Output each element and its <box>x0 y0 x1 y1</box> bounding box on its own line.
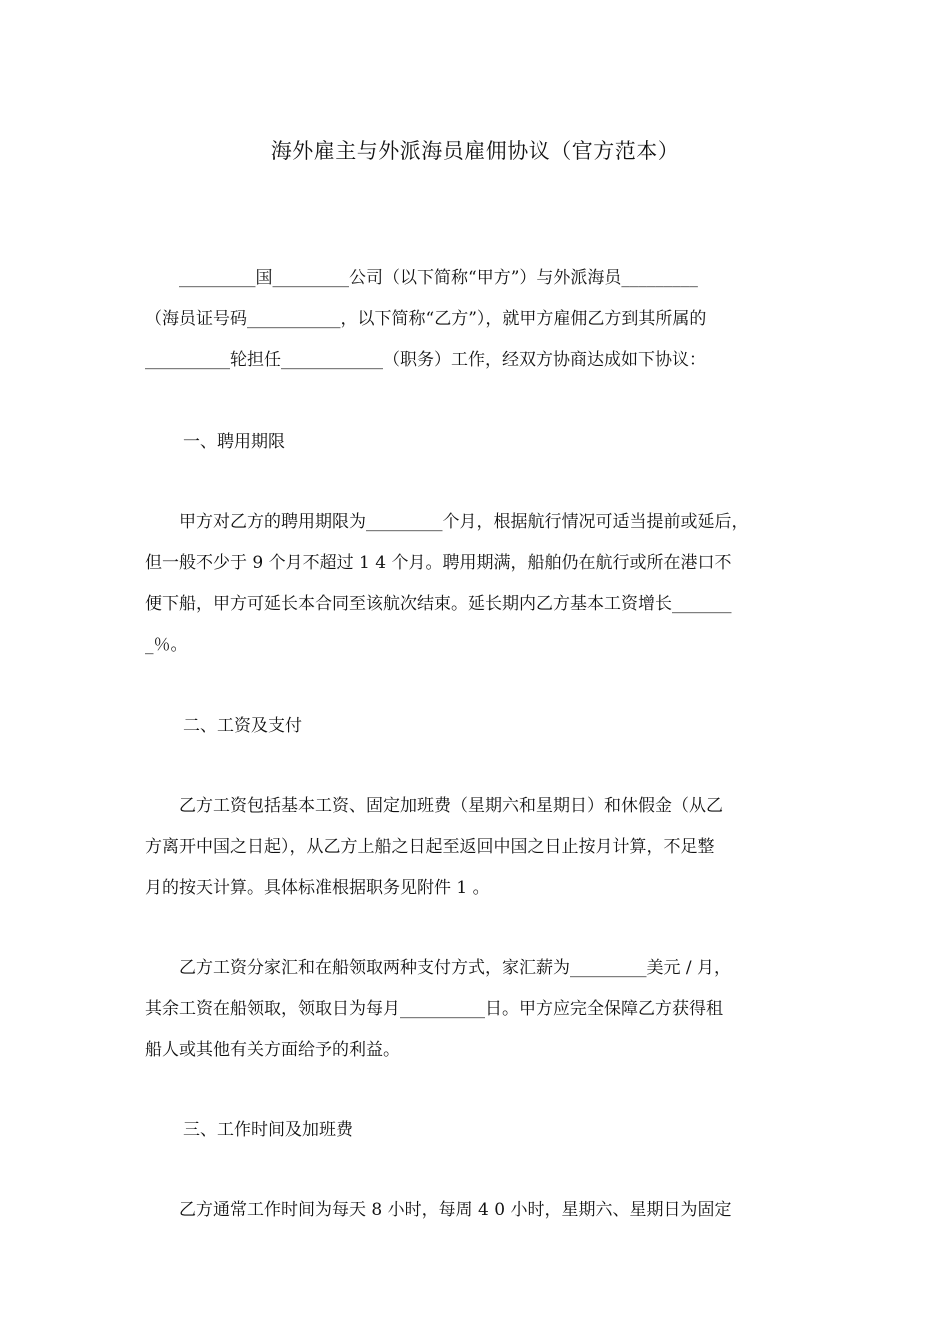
section-heading-wages: 二、工资及支付 <box>183 716 302 736</box>
paragraph-line: 甲方对乙方的聘用期限为_________个月，根据航行情况可适当提前或延后， <box>145 512 749 532</box>
paragraph-line: 方离开中国之日起），从乙方上船之日起至返回中国之日止按月计算，不足整 <box>145 837 715 857</box>
intro-line-2: （海员证号码___________，以下简称“乙方”），就甲方雇佣乙方到其所属的 <box>145 309 707 329</box>
paragraph-line: 乙方工资分家汇和在船领取两种支付方式，家汇薪为_________美元 / 月， <box>145 958 732 978</box>
paragraph-line: 乙方工资包括基本工资、固定加班费（星期六和星期日）和休假金（从乙 <box>145 796 723 816</box>
paragraph-line: 乙方通常工作时间为每天 8 小时，每周 4 0 小时，星期六、星期日为固定 <box>145 1200 732 1220</box>
paragraph-line: 便下船，甲方可延长本合同至该航次结束。延长期内乙方基本工资增长_______ <box>145 594 732 614</box>
paragraph-line: 月的按天计算。具体标准根据职务见附件 1 。 <box>145 878 490 898</box>
paragraph-line: 船人或其他有关方面给予的利益。 <box>145 1040 400 1060</box>
document-title: 海外雇主与外派海员雇佣协议（官方范本） <box>270 139 680 163</box>
paragraph-line: _％。 <box>145 635 188 655</box>
paragraph-line: 其余工资在船领取，领取日为每月__________日。甲方应完全保障乙方获得租 <box>145 999 723 1019</box>
paragraph-line: 但一般不少于 9 个月不超过 1 4 个月。聘用期满，船舶仍在航行或所在港口不 <box>145 553 732 573</box>
section-heading-hours: 三、工作时间及加班费 <box>183 1120 353 1140</box>
section-heading-term: 一、聘用期限 <box>183 432 285 452</box>
intro-line-1: _________国_________公司（以下简称“甲方”）与外派海员_________ <box>145 268 698 288</box>
intro-line-3: __________轮担任____________（职务）工作，经双方协商达成如下协议： <box>145 350 706 370</box>
